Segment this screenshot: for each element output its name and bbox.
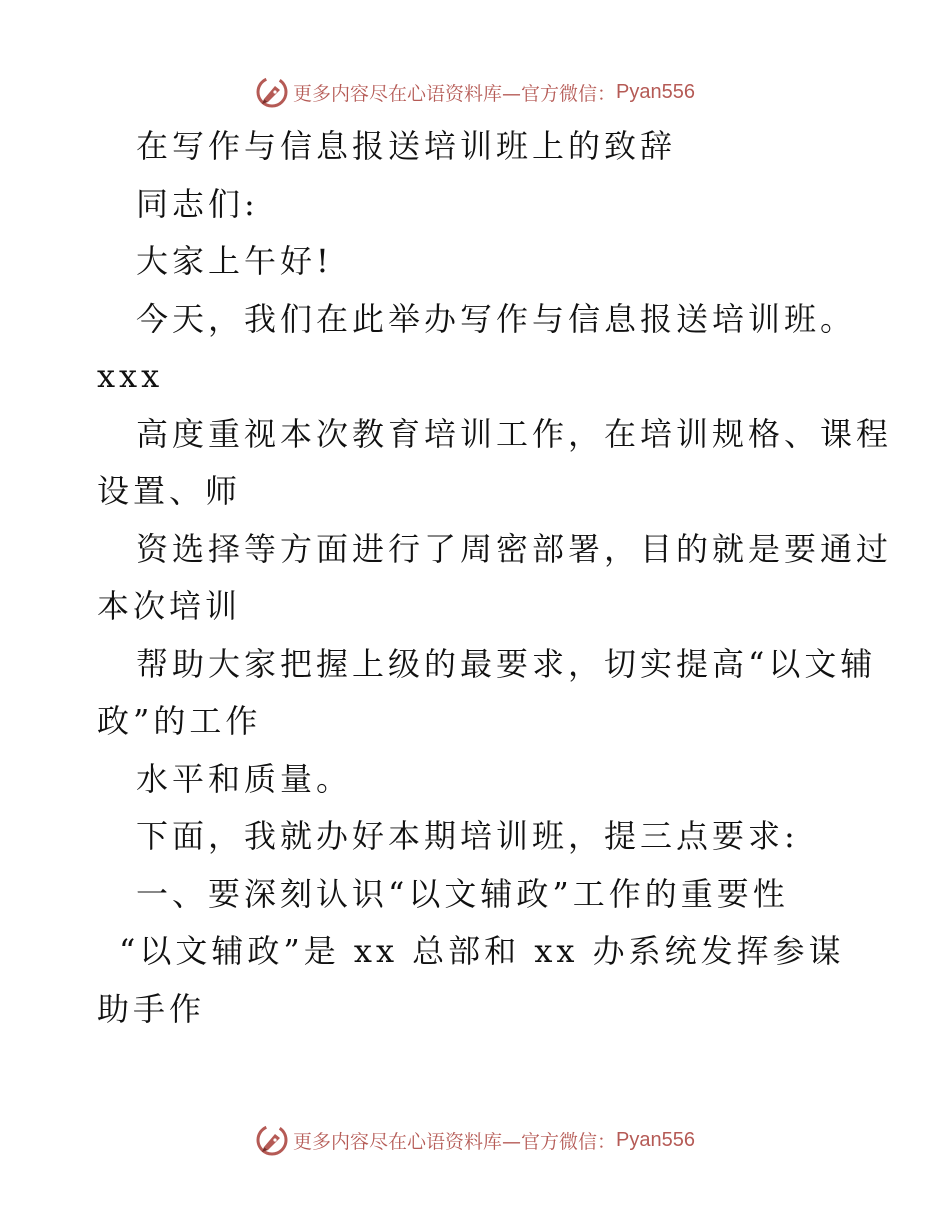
paragraph-line: 政”的工作 — [97, 702, 262, 740]
watermark-id: Pyan556 — [616, 80, 695, 103]
paragraph-line: xxx — [97, 357, 164, 395]
watermark-id: Pyan556 — [616, 1128, 695, 1151]
paragraph-line: 资选择等方面进行了周密部署，目的就是要通过 — [136, 529, 893, 568]
pen-nib-logo-icon — [255, 1123, 289, 1157]
watermark-text: 更多内容尽在心语资料库—官方微信： — [293, 1130, 617, 1153]
paragraph-line: 助手作 — [97, 989, 206, 1028]
paragraph-line: 大家上午好! — [136, 242, 333, 280]
paragraph-line: 设置、师 — [97, 472, 242, 510]
paragraph-line: 本次培训 — [97, 587, 242, 625]
document-body — [97, 118, 893, 1038]
document-title: 在写作与信息报送培训班上的致辞 — [136, 127, 677, 165]
pen-nib-logo-icon — [255, 75, 289, 109]
paragraph-line: 同志们: — [136, 184, 259, 223]
paragraph-line: “以文辅政”是 xx 总部和 xx 办系统发挥参谋 — [119, 932, 845, 970]
header-watermark — [0, 72, 950, 112]
paragraph-line: 今天，我们在此举办写作与信息报送培训班。 — [136, 299, 857, 338]
paragraph-line: 帮助大家把握上级的最要求，切实提高“以文辅 — [136, 644, 877, 683]
watermark-text: 更多内容尽在心语资料库—官方微信： — [293, 82, 617, 105]
paragraph-line: 高度重视本次教育培训工作，在培训规格、课程 — [136, 414, 893, 453]
section-heading: 一、要深刻认识“以文辅政”工作的重要性 — [136, 874, 789, 913]
footer-watermark — [0, 1120, 950, 1160]
paragraph-line: 水平和质量。 — [136, 759, 353, 798]
paragraph-line: 下面，我就办好本期培训班，提三点要求: — [136, 817, 799, 855]
